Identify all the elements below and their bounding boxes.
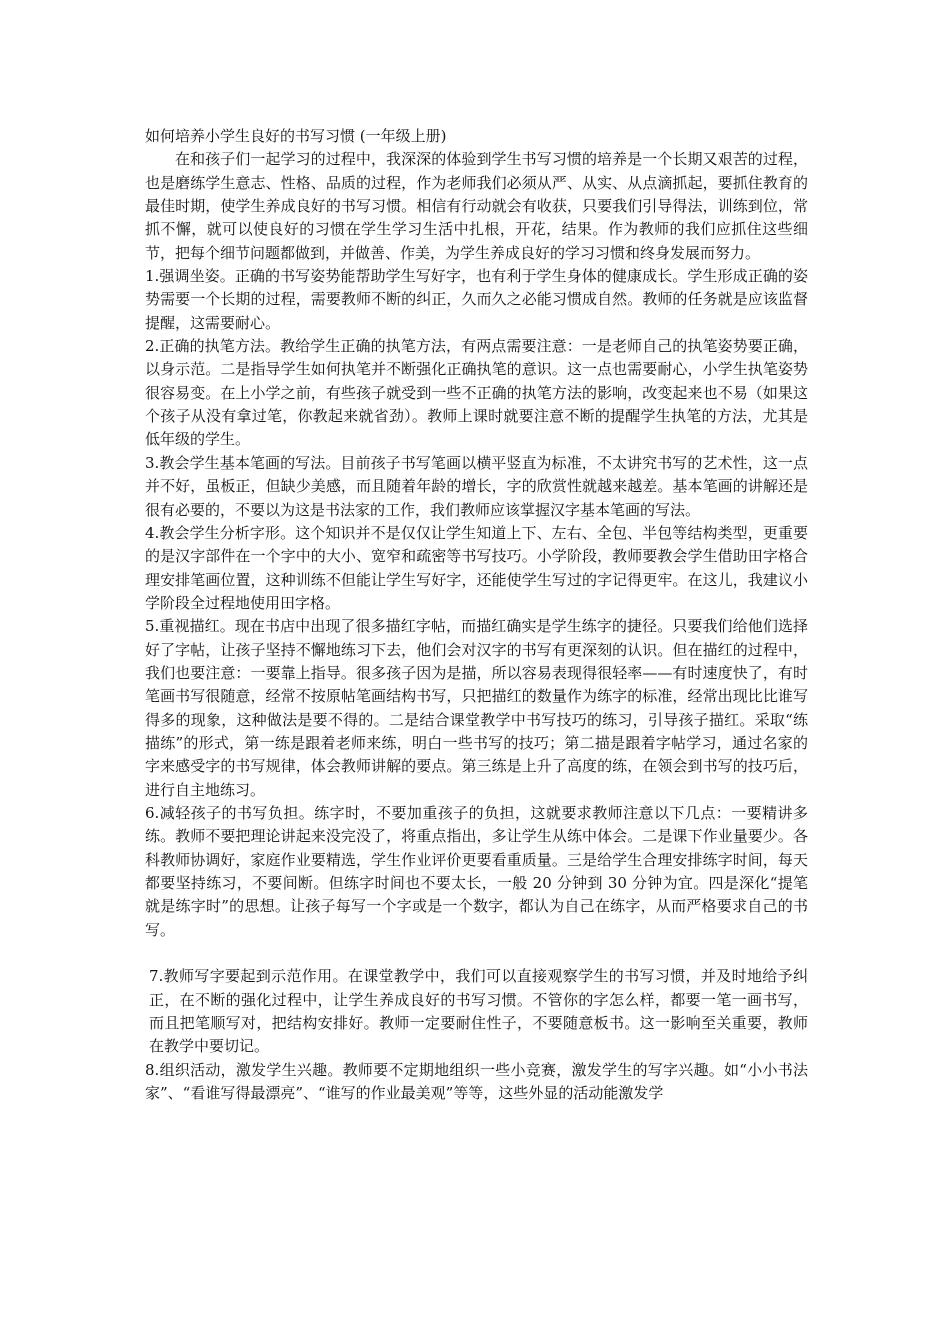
- item-3-paragraph: 3.教会学生基本笔画的写法。目前孩子书写笔画以横平竖直为标准，不太讲究书写的艺术性，这一点并不好，虽板正，但缺少美感，而且随着年龄的增长，字的欣赏性就越来越差。基本笔画的讲解还是很有必要的，不要以为这是书法家的工作，我们教师应该掌握汉字基本笔画的写法。: [145, 453, 808, 519]
- item-2-paragraph: 2.正确的执笔方法。教给学生正确的执笔方法，有两点需要注意：一是老师自己的执笔姿势要正确，以身示范。二是指导学生如何执笔并不断强化正确执笔的意识。这一点也需要耐心，小学生执笔姿势很容易变。在上小学之前，有些孩子就受到一些不正确的执笔方法的影响，改变起来也不易（如果这个孩子从没有拿过笔，你教起来就省劲）。教师上课时就要注意不断的提醒学生执笔的方法，尤其是低年级的学生。: [145, 337, 808, 449]
- item-8-paragraph: 8.组织活动，激发学生兴趣。教师要不定期地组织一些小竞赛，激发学生的写字兴趣。如“小小书法家”、“看谁写得最漂亮”、“谁写的作业最美观”等等，这些外显的活动能激发学: [145, 1060, 808, 1103]
- intro-paragraph: 在和孩子们一起学习的过程中，我深深的体验到学生书写习惯的培养是一个长期又艰苦的过程，也是磨练学生意志、性格、品质的过程，作为老师我们必须从严、从实、从点滴抓起，要抓住教育的最佳时期，使学生养成良好的书写习惯。相信有行动就会有收获，只要我们引导得法，训练到位，常抓不懈，就可以使良好的习惯在学生学习生活中扎根，开花，结果。作为教师的我们应抓住这些细节，把每个细节问题都做到，并做善、作美，为学生养成良好的学习习惯和终身发展而努力。: [145, 150, 808, 262]
- item-5-paragraph: 5.重视描红。现在书店中出现了很多描红字帖，而描红确实是学生练字的捷径。只要我们给他们选择好了字帖，让孩子坚持不懈地练习下去，他们会对汉字的书写有更深刻的认识。但在描红的过程中，我们也要注意：一要靠上指导。很多孩子因为是描，所以容易表现得很轻率——有时速度快了，有时笔画书写很随意，经常不按原帖笔画结构书写，只把描红的数量作为练字的标准，经常出现比比谁写得多的现象，这种做法是要不得的。二是结合课堂教学中书写技巧的练习，引导孩子描红。采取“练描练”的形式，第一练是跟着老师来练，明白一些书写的技巧；第二描是跟着字帖学习，通过名家的字来感受字的书写规律，体会教师讲解的要点。第三练是上升了高度的练，在领会到书写的技巧后，进行自主地练习。: [145, 617, 808, 799]
- item-7-paragraph: 7.教师写字要起到示范作用。在课堂教学中，我们可以直接观察学生的书写习惯，并及时地给予纠正，在不断的强化过程中，让学生养成良好的书写习惯。不管你的字怎么样，都要一笔一画书写，而且把笔顺写对，把结构安排好。教师一定要耐住性子，不要随意板书。这一影响至关重要，教师在教学中要切记。: [149, 967, 808, 1056]
- item-6-paragraph: 6.减轻孩子的书写负担。练字时，不要加重孩子的负担，这就要求教师注意以下几点：一要精讲多练。教师不要把理论讲起来没完没了，将重点指出，多让学生从练中体会。二是课下作业量要少。各科教师协调好，家庭作业要精选，学生作业评价更要看重质量。三是给学生合理安排练字时间，每天都要坚持练习，不要间断。但练字时间也不要太长，一般 20 分钟到 30 分钟为宜。四是深化“提笔就是练字时”的思想。让孩子每写一个字或是一个数字，都认为自己在练字，从而严格要求自己的书写。: [145, 803, 808, 939]
- document-page: [145, 125, 808, 1105]
- item-4-paragraph: 4.教会学生分析字形。这个知识并不是仅仅让学生知道上下、左右、全包、半包等结构类型，更重要的是汉字部件在一个字中的大小、宽窄和疏密等书写技巧。小学阶段，教师要教会学生借助田字格合理安排笔画位置，这种训练不但能让学生写好字，还能使学生写过的字记得更牢。在这儿，我建议小学阶段全过程地使用田字格。: [145, 523, 808, 612]
- blank-line: [145, 942, 808, 965]
- document-title: 如何培养小学生良好的书写习惯 (一年级上册): [145, 127, 447, 145]
- item-1-paragraph: 1.强调坐姿。正确的书写姿势能帮助学生写好字，也有利于学生身体的健康成长。学生形成正确的姿势需要一个长期的过程，需要教师不断的纠正，久而久之必能习惯成自然。教师的任务就是应该监督提醒，这需要耐心。: [145, 267, 808, 332]
